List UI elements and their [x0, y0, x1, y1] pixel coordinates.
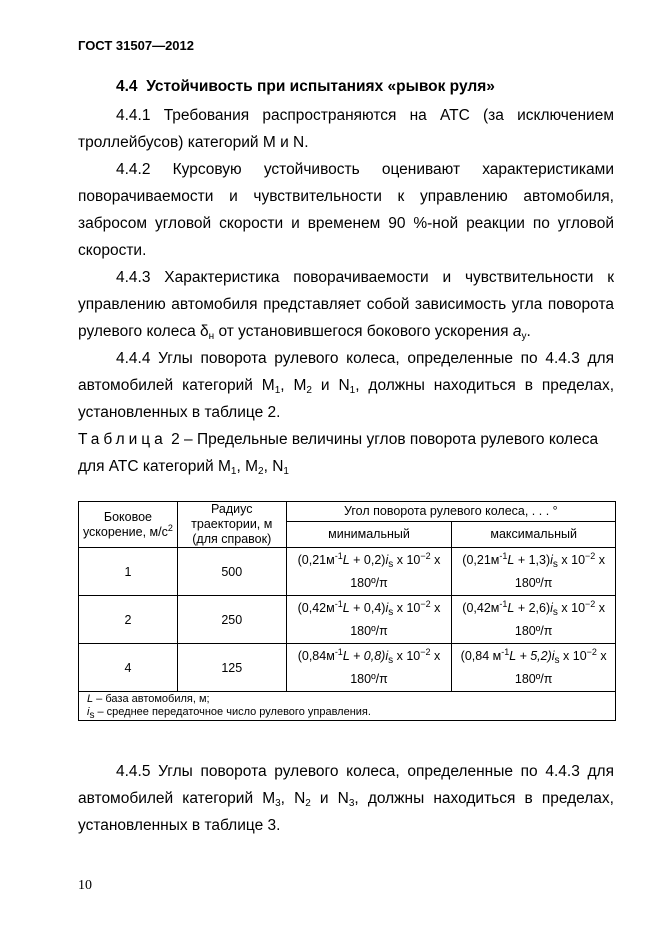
p445-line1: 4.4.5 Углы поворота рулевого колеса, определенные по 4.4.3 для [116, 763, 614, 780]
table-caption-word: Таблица [78, 431, 167, 448]
max-formula: $(0,42м^{-1}L + 2,6)i_s$ х $10^{-2}$ х 180º/π [452, 596, 616, 644]
p443-line3: рулевого колеса $\delta_н$ от установившегося бокового ускорения $a_y$. [78, 323, 531, 342]
section-title: Устойчивость при испытаниях «рывок руля» [146, 78, 495, 95]
max-formula: $(0,21м^{-1}L + 1,3)i_s$ х $10^{-2}$ х 180º/π [452, 548, 616, 596]
table-notes: L – база автомобиля, м; $i_s$ – среднее передаточное число рулевого управления. [79, 692, 616, 721]
table-caption-line2: для АТС категорий $М_1$, $М_2$, $N_1$ [78, 458, 289, 477]
col-header-max: максимальный [452, 522, 616, 548]
p442-line2: поворачиваемости и чувствительности к управлению автомобиля, [78, 188, 614, 205]
table-row: 1 500 $(0,21м^{-1}L + 0,2)i_s$ х $10^{-2}$ х 180º/π $(0,21м^{-1}L + 1,3)i_s$ х $10^{-2}$ х 180º/π [79, 548, 616, 596]
page-number: 10 [78, 878, 92, 893]
col-header-min: минимальный [286, 522, 452, 548]
p443-line2: управлению автомобиля представляет собой зависимость угла поворота [78, 296, 614, 313]
min-formula: $(0,21м^{-1}L + 0,2)i_s$ х $10^{-2}$ х 180º/π [286, 548, 452, 596]
p442-line3: забросом угловой скорости и временем 90 %-ной реакции по угловой [78, 215, 614, 232]
limits-table [78, 501, 616, 721]
col-header-acceleration: Боковое ускорение, $м/с^2$ [79, 502, 178, 548]
p442-line1: 4.4.2 Курсовую устойчивость оценивают характеристиками [116, 161, 614, 178]
p444-line1: 4.4.4 Углы поворота рулевого колеса, определенные по 4.4.3 для [116, 350, 614, 367]
section-number: 4.4 [116, 78, 138, 95]
p441-line2: троллейбусов) категорий М и N. [78, 134, 309, 151]
p445-line2: автомобилей категорий $М_3$, $N_2$ и $N_3$, должны находиться в пределах, [78, 790, 614, 809]
min-formula: $(0,42м^{-1}L + 0,4)i_s$ х $10^{-2}$ х 180º/π [286, 596, 452, 644]
table-row: 2 250 $(0,42м^{-1}L + 0,4)i_s$ х $10^{-2}$ х 180º/π $(0,42м^{-1}L + 2,6)i_s$ х $10^{-2}$ х 180º/π [79, 596, 616, 644]
table-notes-row [79, 692, 616, 721]
min-formula: $(0,84м^{-1}L + 0,8)i_s$ х $10^{-2}$ х 180º/π [286, 644, 452, 692]
section-heading [116, 78, 495, 96]
p441-line1: 4.4.1 Требования распространяются на АТС (за исключением [116, 107, 614, 124]
p443-line1: 4.4.3 Характеристика поворачиваемости и чувствительности к [116, 269, 614, 286]
table-row: 4 125 $(0,84м^{-1}L + 0,8)i_s$ х $10^{-2}$ х 180º/π (0,84 $м^{-1}L + 5,2)i_s$ х $10^{-2}$ х 180º/π [79, 644, 616, 692]
p445-line3: установленных в таблице 3. [78, 817, 281, 834]
p444-line2: автомобилей категорий $М_1$, $М_2$ и $N_1$, должны находиться в пределах, [78, 377, 614, 396]
max-formula: (0,84 $м^{-1}L + 5,2)i_s$ х $10^{-2}$ х 180º/π [452, 644, 616, 692]
col-header-radius: Радиус траектории, м (для справок) [177, 502, 286, 548]
document-header: ГОСТ 31507—2012 [78, 38, 194, 53]
table-caption: Таблица 2 – Предельные величины углов поворота рулевого колеса [78, 431, 599, 448]
col-header-angle: Угол поворота рулевого колеса, . . . ° [286, 502, 615, 522]
p442-line4: скорости. [78, 242, 147, 259]
p444-line3: установленных в таблице 2. [78, 404, 281, 421]
